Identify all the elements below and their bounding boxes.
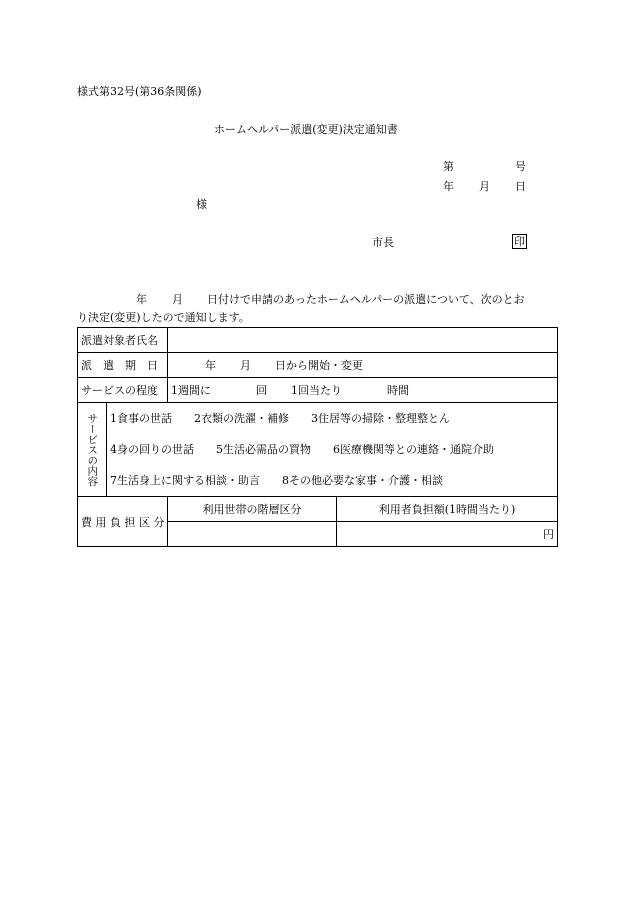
date-month: 月 xyxy=(479,180,490,193)
row-degree xyxy=(78,378,558,403)
service-item: 4身の回りの世話 xyxy=(110,443,194,456)
number-go: 号 xyxy=(515,160,526,173)
row-name-value xyxy=(168,328,558,353)
degree-week: 1週間に xyxy=(171,384,211,397)
row-degree-value xyxy=(168,378,558,403)
service-item: 1食事の世話 xyxy=(110,412,172,425)
service-item: 7生活身上に関する相談・助言 xyxy=(110,474,260,487)
period-year: 年 xyxy=(205,359,216,372)
service-line-3 xyxy=(110,465,554,496)
row-period xyxy=(78,353,558,378)
service-line-2 xyxy=(110,434,554,465)
service-item: 5生活必需品の買物 xyxy=(216,443,311,456)
form-table xyxy=(77,327,558,547)
row-fee-header xyxy=(78,497,558,522)
row-period-label: 派 遣 期 日 xyxy=(78,353,168,378)
row-name xyxy=(78,328,558,353)
date-day: 日 xyxy=(515,180,526,193)
row-services xyxy=(78,403,558,497)
service-item: 3住居等の掃除・整理整とん xyxy=(311,412,450,425)
service-item: 8その他必要な家事・介護・相談 xyxy=(282,474,443,487)
fee-col1-header: 利用世帯の階層区分 xyxy=(168,497,337,522)
body-month: 月 xyxy=(172,293,183,306)
period-month: 月 xyxy=(240,359,251,372)
seal-mark: 印 xyxy=(514,235,525,248)
body-line1: 日付けで申請のあったホームヘルパーの派遣について、次のとお xyxy=(207,293,525,306)
row-period-value xyxy=(168,353,558,378)
service-line-1 xyxy=(110,403,554,434)
fee-col2-header: 利用者負担額(1時間当たり) xyxy=(337,497,558,522)
fee-label: 費 用 負 担 区 分 xyxy=(78,497,168,547)
service-item: 2衣類の洗濯・補修 xyxy=(194,412,289,425)
service-label: サービスの内容 xyxy=(86,412,99,487)
number-dai: 第 xyxy=(443,160,454,173)
service-label-cell xyxy=(78,403,107,497)
addressee-suffix: 様 xyxy=(196,198,207,211)
service-list xyxy=(107,403,558,497)
degree-per: 1回当たり xyxy=(291,384,342,397)
mayor-label: 市長 xyxy=(372,236,394,249)
body-line2: り決定(変更)したので通知します。 xyxy=(77,311,250,324)
degree-times: 回 xyxy=(256,384,267,397)
fee-unit: 円 xyxy=(337,522,558,547)
degree-hours: 時間 xyxy=(387,384,409,397)
date-year: 年 xyxy=(443,180,454,193)
document-title: ホームヘルパー派遣(変更)決定通知書 xyxy=(214,123,398,136)
service-item: 6医療機関等との連絡・通院介助 xyxy=(333,443,494,456)
fee-col1-value xyxy=(168,522,337,547)
period-rest: 日から開始・変更 xyxy=(275,359,363,372)
row-name-label: 派遣対象者氏名 xyxy=(78,328,168,353)
row-degree-label: サービスの程度 xyxy=(78,378,168,403)
form-number: 様式第32号(第36条関係) xyxy=(77,85,202,98)
body-year: 年 xyxy=(136,293,147,306)
